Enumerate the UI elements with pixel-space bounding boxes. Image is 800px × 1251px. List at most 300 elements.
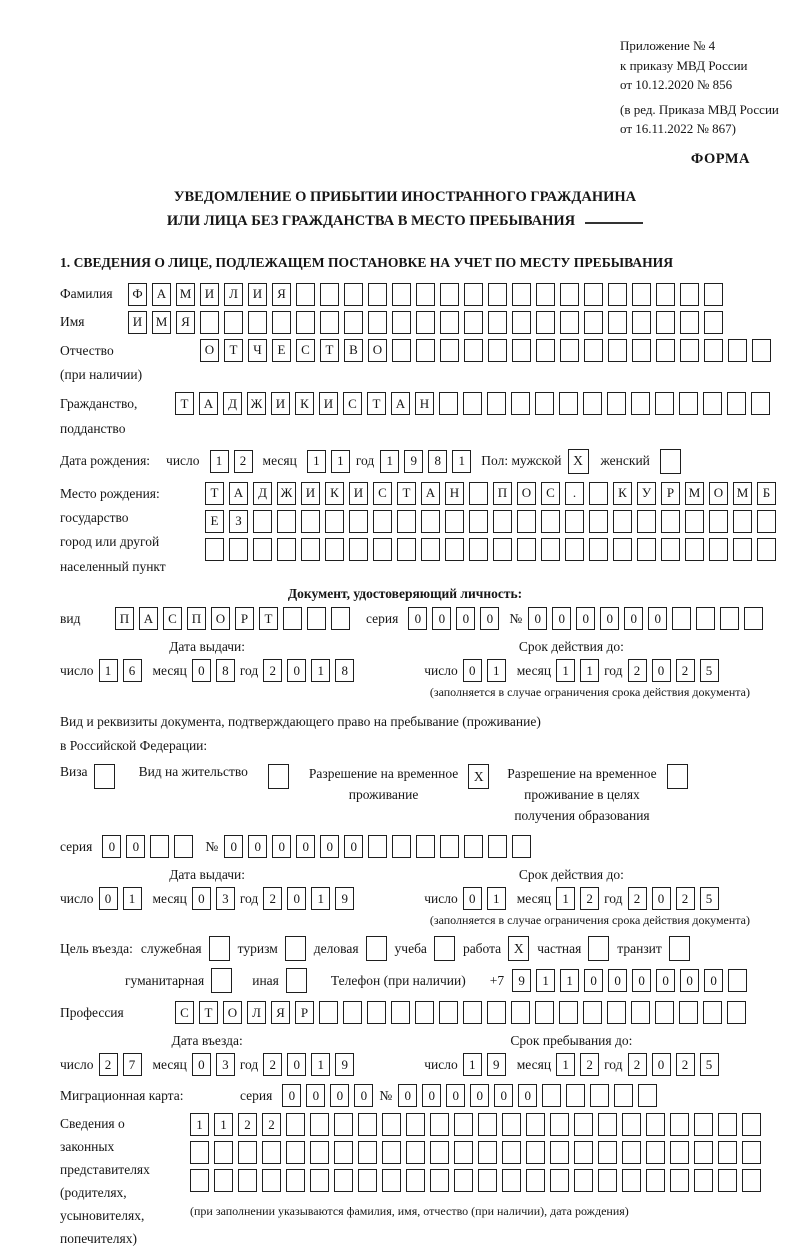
form-cell[interactable] (517, 538, 536, 561)
form-cell[interactable] (478, 1169, 497, 1192)
form-cell[interactable]: Н (415, 392, 434, 415)
form-cell[interactable]: Я (176, 311, 195, 334)
form-cell[interactable] (478, 1141, 497, 1164)
form-cell[interactable] (174, 835, 193, 858)
form-cell[interactable] (253, 538, 272, 561)
form-cell[interactable]: А (229, 482, 248, 505)
form-cell[interactable] (670, 1169, 689, 1192)
form-cell[interactable] (646, 1113, 665, 1136)
form-cell[interactable]: 0 (282, 1084, 301, 1107)
transit-checkbox[interactable] (669, 936, 690, 961)
form-cell[interactable]: А (391, 392, 410, 415)
form-cell[interactable] (694, 1169, 713, 1192)
form-cell[interactable] (440, 283, 459, 306)
business-checkbox[interactable] (366, 936, 387, 961)
form-cell[interactable]: П (187, 607, 206, 630)
form-cell[interactable]: 1 (487, 659, 506, 682)
form-cell[interactable] (565, 510, 584, 533)
form-cell[interactable] (301, 538, 320, 561)
form-cell[interactable] (752, 339, 771, 362)
form-cell[interactable]: Р (235, 607, 254, 630)
private-checkbox[interactable] (588, 936, 609, 961)
form-cell[interactable] (535, 392, 554, 415)
form-cell[interactable]: М (152, 311, 171, 334)
form-cell[interactable] (536, 283, 555, 306)
form-cell[interactable]: Т (224, 339, 243, 362)
form-cell[interactable]: 0 (422, 1084, 441, 1107)
form-cell[interactable]: Л (247, 1001, 266, 1024)
form-cell[interactable] (286, 1169, 305, 1192)
form-cell[interactable]: 0 (99, 887, 118, 910)
form-cell[interactable] (541, 538, 560, 561)
form-cell[interactable] (272, 311, 291, 334)
form-cell[interactable] (526, 1169, 545, 1192)
form-cell[interactable] (440, 339, 459, 362)
form-cell[interactable] (469, 482, 488, 505)
form-cell[interactable] (439, 1001, 458, 1024)
form-cell[interactable]: Ж (247, 392, 266, 415)
form-cell[interactable] (614, 1084, 633, 1107)
form-cell[interactable] (248, 311, 267, 334)
form-cell[interactable]: 0 (656, 969, 675, 992)
form-cell[interactable] (382, 1141, 401, 1164)
form-cell[interactable]: А (199, 392, 218, 415)
form-cell[interactable] (229, 538, 248, 561)
form-cell[interactable]: 0 (192, 659, 211, 682)
form-cell[interactable] (392, 311, 411, 334)
work-checkbox[interactable]: X (508, 936, 529, 961)
form-cell[interactable] (392, 835, 411, 858)
form-cell[interactable]: 0 (330, 1084, 349, 1107)
form-cell[interactable] (696, 607, 715, 630)
form-cell[interactable] (493, 510, 512, 533)
form-cell[interactable]: К (613, 482, 632, 505)
form-cell[interactable] (150, 835, 169, 858)
form-cell[interactable] (373, 538, 392, 561)
form-cell[interactable] (542, 1084, 561, 1107)
form-cell[interactable] (589, 538, 608, 561)
form-cell[interactable] (733, 538, 752, 561)
form-cell[interactable]: Т (397, 482, 416, 505)
form-cell[interactable]: 2 (628, 887, 647, 910)
form-cell[interactable]: 0 (306, 1084, 325, 1107)
form-cell[interactable]: С (296, 339, 315, 362)
form-cell[interactable] (238, 1141, 257, 1164)
form-cell[interactable] (655, 392, 674, 415)
form-cell[interactable] (728, 339, 747, 362)
form-cell[interactable] (440, 311, 459, 334)
form-cell[interactable] (536, 311, 555, 334)
form-cell[interactable] (679, 1001, 698, 1024)
form-cell[interactable] (704, 311, 723, 334)
form-cell[interactable]: 9 (335, 887, 354, 910)
form-cell[interactable] (344, 283, 363, 306)
form-cell[interactable] (367, 1001, 386, 1024)
form-cell[interactable] (301, 510, 320, 533)
form-cell[interactable] (565, 538, 584, 561)
form-cell[interactable]: Ж (277, 482, 296, 505)
form-cell[interactable] (685, 510, 704, 533)
form-cell[interactable] (421, 538, 440, 561)
form-cell[interactable] (343, 1001, 362, 1024)
form-cell[interactable] (406, 1141, 425, 1164)
form-cell[interactable]: 1 (556, 887, 575, 910)
form-cell[interactable] (622, 1113, 641, 1136)
form-cell[interactable]: Т (199, 1001, 218, 1024)
form-cell[interactable] (392, 283, 411, 306)
form-cell[interactable]: 0 (408, 607, 427, 630)
form-cell[interactable] (661, 510, 680, 533)
form-cell[interactable]: 7 (123, 1053, 142, 1076)
form-cell[interactable] (397, 510, 416, 533)
form-cell[interactable]: 0 (576, 607, 595, 630)
form-cell[interactable] (358, 1141, 377, 1164)
form-cell[interactable] (574, 1169, 593, 1192)
form-cell[interactable] (319, 1001, 338, 1024)
form-cell[interactable]: 2 (628, 1053, 647, 1076)
form-cell[interactable]: Л (224, 283, 243, 306)
form-cell[interactable]: 0 (463, 659, 482, 682)
form-cell[interactable] (344, 311, 363, 334)
form-cell[interactable] (488, 311, 507, 334)
form-cell[interactable]: 1 (556, 659, 575, 682)
form-cell[interactable]: К (325, 482, 344, 505)
form-cell[interactable]: 0 (344, 835, 363, 858)
form-cell[interactable]: К (295, 392, 314, 415)
form-cell[interactable] (559, 1001, 578, 1024)
form-cell[interactable] (277, 538, 296, 561)
form-cell[interactable] (560, 283, 579, 306)
form-cell[interactable]: Д (223, 392, 242, 415)
form-cell[interactable] (373, 510, 392, 533)
form-cell[interactable]: 2 (580, 887, 599, 910)
form-cell[interactable] (608, 283, 627, 306)
form-cell[interactable]: 1 (214, 1113, 233, 1136)
form-cell[interactable] (262, 1169, 281, 1192)
form-cell[interactable]: 0 (354, 1084, 373, 1107)
form-cell[interactable]: 0 (518, 1084, 537, 1107)
form-cell[interactable] (685, 538, 704, 561)
form-cell[interactable] (680, 283, 699, 306)
form-cell[interactable] (598, 1141, 617, 1164)
form-cell[interactable]: 8 (216, 659, 235, 682)
form-cell[interactable] (512, 311, 531, 334)
form-cell[interactable] (391, 1001, 410, 1024)
form-cell[interactable]: Е (272, 339, 291, 362)
form-cell[interactable] (550, 1113, 569, 1136)
form-cell[interactable] (589, 510, 608, 533)
form-cell[interactable]: 5 (700, 1053, 719, 1076)
form-cell[interactable] (670, 1141, 689, 1164)
form-cell[interactable] (502, 1113, 521, 1136)
form-cell[interactable]: 0 (192, 1053, 211, 1076)
form-cell[interactable] (733, 510, 752, 533)
study-checkbox[interactable] (434, 936, 455, 961)
form-cell[interactable] (416, 283, 435, 306)
form-cell[interactable] (704, 339, 723, 362)
form-cell[interactable]: О (200, 339, 219, 362)
form-cell[interactable]: 9 (404, 450, 423, 473)
form-cell[interactable] (430, 1169, 449, 1192)
form-cell[interactable] (560, 339, 579, 362)
form-cell[interactable] (536, 339, 555, 362)
form-cell[interactable] (574, 1113, 593, 1136)
form-cell[interactable] (694, 1141, 713, 1164)
form-cell[interactable] (656, 283, 675, 306)
form-cell[interactable]: И (301, 482, 320, 505)
form-cell[interactable] (200, 311, 219, 334)
form-cell[interactable] (310, 1141, 329, 1164)
form-cell[interactable] (709, 538, 728, 561)
form-cell[interactable] (598, 1169, 617, 1192)
form-cell[interactable]: . (565, 482, 584, 505)
form-cell[interactable] (296, 283, 315, 306)
form-cell[interactable]: 0 (652, 1053, 671, 1076)
form-cell[interactable]: 1 (452, 450, 471, 473)
form-cell[interactable] (757, 510, 776, 533)
form-cell[interactable] (742, 1169, 761, 1192)
form-cell[interactable] (415, 1001, 434, 1024)
form-cell[interactable]: 2 (628, 659, 647, 682)
form-cell[interactable]: 1 (311, 659, 330, 682)
form-cell[interactable] (757, 538, 776, 561)
form-cell[interactable]: И (128, 311, 147, 334)
form-cell[interactable] (559, 392, 578, 415)
form-cell[interactable] (392, 339, 411, 362)
rvp-edu-checkbox[interactable] (667, 764, 688, 789)
form-cell[interactable] (478, 1113, 497, 1136)
form-cell[interactable]: С (541, 482, 560, 505)
form-cell[interactable]: О (223, 1001, 242, 1024)
form-cell[interactable] (358, 1113, 377, 1136)
form-cell[interactable]: А (421, 482, 440, 505)
form-cell[interactable]: З (229, 510, 248, 533)
form-cell[interactable] (277, 510, 296, 533)
form-cell[interactable] (334, 1141, 353, 1164)
form-cell[interactable] (283, 607, 302, 630)
form-cell[interactable] (631, 1001, 650, 1024)
form-cell[interactable]: 0 (102, 835, 121, 858)
form-cell[interactable] (632, 283, 651, 306)
form-cell[interactable] (526, 1113, 545, 1136)
form-cell[interactable]: Н (445, 482, 464, 505)
form-cell[interactable]: 2 (263, 887, 282, 910)
form-cell[interactable] (320, 283, 339, 306)
form-cell[interactable] (607, 1001, 626, 1024)
form-cell[interactable]: 0 (528, 607, 547, 630)
form-cell[interactable] (526, 1141, 545, 1164)
form-cell[interactable]: 0 (287, 1053, 306, 1076)
form-cell[interactable] (439, 392, 458, 415)
form-cell[interactable] (703, 392, 722, 415)
form-cell[interactable] (672, 607, 691, 630)
form-cell[interactable] (661, 538, 680, 561)
form-cell[interactable]: 0 (432, 607, 451, 630)
form-cell[interactable]: С (373, 482, 392, 505)
form-cell[interactable]: Я (272, 283, 291, 306)
form-cell[interactable] (214, 1141, 233, 1164)
form-cell[interactable] (421, 510, 440, 533)
form-cell[interactable] (334, 1169, 353, 1192)
form-cell[interactable] (680, 339, 699, 362)
form-cell[interactable]: 1 (190, 1113, 209, 1136)
form-cell[interactable]: 0 (608, 969, 627, 992)
form-cell[interactable] (704, 283, 723, 306)
form-cell[interactable] (464, 835, 483, 858)
form-cell[interactable]: О (517, 482, 536, 505)
form-cell[interactable] (670, 1113, 689, 1136)
form-cell[interactable] (493, 538, 512, 561)
form-cell[interactable]: 1 (307, 450, 326, 473)
form-cell[interactable]: 8 (428, 450, 447, 473)
form-cell[interactable] (310, 1113, 329, 1136)
male-checkbox[interactable]: X (568, 449, 589, 474)
form-cell[interactable]: 0 (463, 887, 482, 910)
form-cell[interactable] (656, 311, 675, 334)
form-cell[interactable]: 0 (272, 835, 291, 858)
form-cell[interactable] (613, 538, 632, 561)
form-cell[interactable]: М (733, 482, 752, 505)
form-cell[interactable] (589, 482, 608, 505)
form-cell[interactable] (469, 510, 488, 533)
form-cell[interactable] (382, 1113, 401, 1136)
form-cell[interactable]: 9 (487, 1053, 506, 1076)
form-cell[interactable] (622, 1169, 641, 1192)
form-cell[interactable]: 2 (676, 659, 695, 682)
form-cell[interactable] (541, 510, 560, 533)
form-cell[interactable]: 0 (287, 887, 306, 910)
form-cell[interactable] (680, 311, 699, 334)
form-cell[interactable] (751, 392, 770, 415)
form-cell[interactable] (464, 339, 483, 362)
female-checkbox[interactable] (660, 449, 681, 474)
form-cell[interactable] (416, 311, 435, 334)
form-cell[interactable]: Т (320, 339, 339, 362)
form-cell[interactable] (238, 1169, 257, 1192)
form-cell[interactable]: 0 (552, 607, 571, 630)
form-cell[interactable] (502, 1169, 521, 1192)
form-cell[interactable]: 0 (480, 607, 499, 630)
form-cell[interactable] (694, 1113, 713, 1136)
residence-permit-checkbox[interactable] (268, 764, 289, 789)
form-cell[interactable] (622, 1141, 641, 1164)
form-cell[interactable]: 5 (700, 887, 719, 910)
form-cell[interactable] (502, 1141, 521, 1164)
form-cell[interactable] (646, 1169, 665, 1192)
form-cell[interactable] (224, 311, 243, 334)
form-cell[interactable]: И (349, 482, 368, 505)
form-cell[interactable]: 0 (494, 1084, 513, 1107)
form-cell[interactable] (512, 835, 531, 858)
form-cell[interactable]: Д (253, 482, 272, 505)
form-cell[interactable] (727, 1001, 746, 1024)
form-cell[interactable] (637, 510, 656, 533)
form-cell[interactable] (584, 283, 603, 306)
form-cell[interactable]: 2 (580, 1053, 599, 1076)
form-cell[interactable] (728, 969, 747, 992)
form-cell[interactable] (718, 1169, 737, 1192)
form-cell[interactable]: 0 (652, 887, 671, 910)
form-cell[interactable] (454, 1141, 473, 1164)
form-cell[interactable]: 1 (463, 1053, 482, 1076)
form-cell[interactable] (320, 311, 339, 334)
rvp-checkbox[interactable]: X (468, 764, 489, 789)
form-cell[interactable] (358, 1169, 377, 1192)
form-cell[interactable]: М (176, 283, 195, 306)
form-cell[interactable] (583, 392, 602, 415)
form-cell[interactable]: У (637, 482, 656, 505)
form-cell[interactable] (440, 835, 459, 858)
form-cell[interactable] (454, 1169, 473, 1192)
form-cell[interactable]: 3 (216, 887, 235, 910)
form-cell[interactable] (742, 1141, 761, 1164)
form-cell[interactable] (607, 392, 626, 415)
form-cell[interactable] (613, 510, 632, 533)
form-cell[interactable]: 0 (126, 835, 145, 858)
form-cell[interactable]: 0 (632, 969, 651, 992)
form-cell[interactable] (511, 1001, 530, 1024)
form-cell[interactable]: 0 (584, 969, 603, 992)
form-cell[interactable]: 0 (287, 659, 306, 682)
form-cell[interactable]: Т (205, 482, 224, 505)
form-cell[interactable]: О (211, 607, 230, 630)
tourism-checkbox[interactable] (285, 936, 306, 961)
form-cell[interactable] (608, 339, 627, 362)
form-cell[interactable] (349, 538, 368, 561)
form-cell[interactable] (307, 607, 326, 630)
form-cell[interactable]: 0 (456, 607, 475, 630)
form-cell[interactable] (679, 392, 698, 415)
form-cell[interactable]: П (115, 607, 134, 630)
form-cell[interactable] (406, 1169, 425, 1192)
visa-checkbox[interactable] (94, 764, 115, 789)
form-cell[interactable] (464, 311, 483, 334)
form-cell[interactable]: 0 (704, 969, 723, 992)
form-cell[interactable] (598, 1113, 617, 1136)
form-cell[interactable] (632, 311, 651, 334)
form-cell[interactable] (488, 835, 507, 858)
form-cell[interactable] (742, 1113, 761, 1136)
form-cell[interactable] (631, 392, 650, 415)
form-cell[interactable] (535, 1001, 554, 1024)
form-cell[interactable] (718, 1113, 737, 1136)
form-cell[interactable] (517, 510, 536, 533)
form-cell[interactable]: С (175, 1001, 194, 1024)
form-cell[interactable] (262, 1141, 281, 1164)
form-cell[interactable]: 0 (680, 969, 699, 992)
form-cell[interactable] (463, 392, 482, 415)
form-cell[interactable]: 3 (216, 1053, 235, 1076)
form-cell[interactable]: 0 (648, 607, 667, 630)
form-cell[interactable] (368, 283, 387, 306)
form-cell[interactable]: Б (757, 482, 776, 505)
form-cell[interactable]: И (248, 283, 267, 306)
form-cell[interactable] (656, 339, 675, 362)
form-cell[interactable]: 0 (600, 607, 619, 630)
form-cell[interactable]: 1 (487, 887, 506, 910)
humanitarian-checkbox[interactable] (211, 968, 232, 993)
form-cell[interactable]: Е (205, 510, 224, 533)
form-cell[interactable] (190, 1169, 209, 1192)
form-cell[interactable] (469, 538, 488, 561)
form-cell[interactable]: 9 (512, 969, 531, 992)
form-cell[interactable]: 2 (676, 1053, 695, 1076)
form-cell[interactable] (190, 1141, 209, 1164)
form-cell[interactable] (349, 510, 368, 533)
form-cell[interactable]: 8 (335, 659, 354, 682)
form-cell[interactable] (430, 1113, 449, 1136)
form-cell[interactable]: Р (295, 1001, 314, 1024)
